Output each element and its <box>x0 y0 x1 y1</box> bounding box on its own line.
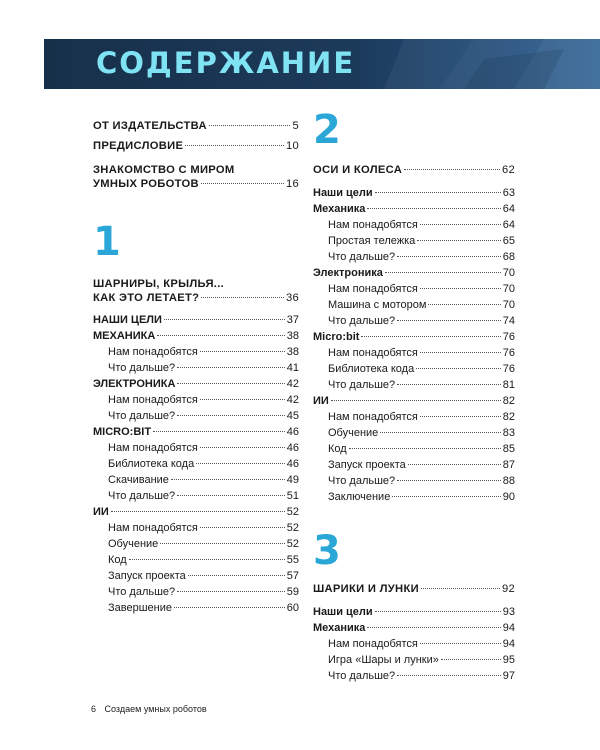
toc-item-title: Что дальше? <box>108 362 176 374</box>
toc-item-page: 82 <box>502 411 515 423</box>
toc-item-page: 95 <box>502 654 515 666</box>
leader-dots <box>397 480 501 481</box>
toc-item-page: 94 <box>502 622 515 634</box>
toc-item-title: ИИ <box>93 506 109 518</box>
toc-item-page: 46 <box>286 442 299 454</box>
chapter-heading[interactable] <box>93 276 299 308</box>
toc-section[interactable] <box>93 328 299 344</box>
toc-subsection[interactable] <box>93 584 299 600</box>
toc-subsection[interactable] <box>313 345 515 361</box>
toc-item-page: 70 <box>502 267 515 279</box>
toc-item-title: Нам понадобятся <box>108 394 198 406</box>
toc-entry-title-line2: УМНЫХ РОБОТОВ <box>93 178 199 190</box>
toc-section[interactable] <box>313 620 515 636</box>
leader-dots <box>177 383 284 384</box>
toc-section[interactable] <box>93 504 299 520</box>
toc-item-page: 70 <box>502 283 515 295</box>
toc-item-page: 38 <box>286 346 299 358</box>
chapter-title: ШАРИКИ И ЛУНКИ <box>313 583 419 595</box>
leader-dots <box>361 336 500 337</box>
toc-item-page: 94 <box>502 638 515 650</box>
toc-subsection[interactable] <box>93 600 299 616</box>
toc-entry-title: ОТ ИЗДАТЕЛЬСТВА <box>93 120 207 132</box>
toc-item-title: Библиотека кода <box>328 363 415 375</box>
toc-item-title: Запуск проекта <box>108 570 186 582</box>
leader-dots <box>111 511 285 512</box>
leader-dots <box>416 368 501 369</box>
toc-section[interactable] <box>313 185 515 201</box>
leader-dots <box>385 272 501 273</box>
toc-item-page: 65 <box>502 235 515 247</box>
toc-subsection[interactable] <box>313 313 515 329</box>
toc-item-title: Механика <box>313 203 366 215</box>
toc-entry-page: 10 <box>285 140 299 152</box>
leader-dots <box>441 659 501 660</box>
toc-section[interactable] <box>313 201 515 217</box>
toc-item-title: Обучение <box>108 538 159 550</box>
toc-item-title: Что дальше? <box>108 586 176 598</box>
chapter-page: 36 <box>285 292 299 304</box>
leader-dots <box>177 495 285 496</box>
leader-dots <box>349 448 501 449</box>
toc-item-title: НАШИ ЦЕЛИ <box>93 314 162 326</box>
chapter1-items <box>93 312 299 616</box>
leader-dots <box>397 675 501 676</box>
toc-item-title: Обучение <box>328 427 379 439</box>
toc-item-page: 76 <box>502 347 515 359</box>
page-footer <box>91 704 213 714</box>
toc-entry[interactable] <box>93 162 299 196</box>
chapter-number: 1 <box>93 219 121 265</box>
toc-section[interactable] <box>93 376 299 392</box>
leader-dots <box>417 240 500 241</box>
leader-dots <box>421 588 500 589</box>
toc-item-page: 74 <box>502 315 515 327</box>
toc-item-page: 76 <box>502 363 515 375</box>
leader-dots <box>153 431 285 432</box>
toc-item-page: 45 <box>286 410 299 422</box>
toc-subsection[interactable] <box>313 425 515 441</box>
toc-entry-page: 5 <box>292 120 299 132</box>
chapter-heading[interactable] <box>313 164 515 182</box>
toc-item-title: ЭЛЕКТРОНИКА <box>93 378 176 390</box>
toc-item-title: Машина с мотором <box>328 299 427 311</box>
toc-item-page: 49 <box>286 474 299 486</box>
toc-subsection[interactable] <box>313 409 515 425</box>
leader-dots <box>397 384 501 385</box>
toc-subsection[interactable] <box>313 297 515 313</box>
toc-item-title: Наши цели <box>313 187 373 199</box>
toc-subsection[interactable] <box>313 636 515 652</box>
toc-subsection[interactable] <box>313 473 515 489</box>
toc-item-page: 38 <box>286 330 299 342</box>
toc-subsection[interactable] <box>313 668 515 684</box>
leader-dots <box>375 611 501 612</box>
toc-item-title: Наши цели <box>313 606 373 618</box>
toc-entry[interactable] <box>93 120 299 138</box>
chapter3-items <box>313 604 515 684</box>
toc-item-page: 70 <box>502 299 515 311</box>
toc-item-page: 76 <box>502 331 515 343</box>
toc-entry-title: ЗНАКОМСТВО С МИРОМ <box>93 164 235 176</box>
leader-dots <box>129 559 285 560</box>
leader-dots <box>420 416 501 417</box>
leader-dots <box>201 183 284 184</box>
leader-dots <box>420 352 501 353</box>
toc-subsection[interactable] <box>313 281 515 297</box>
toc-subsection[interactable] <box>93 552 299 568</box>
toc-item-title: Нам понадобятся <box>328 219 418 231</box>
toc-item-title: Что дальше? <box>108 490 176 502</box>
toc-item-title: Завершение <box>108 602 172 614</box>
leader-dots <box>185 145 284 146</box>
toc-item-page: 90 <box>502 491 515 503</box>
toc-item-page: 59 <box>286 586 299 598</box>
toc-item-page: 81 <box>502 379 515 391</box>
toc-subsection[interactable] <box>93 392 299 408</box>
toc-item-title: Нам понадобятся <box>328 411 418 423</box>
toc-subsection[interactable] <box>313 377 515 393</box>
toc-subsection[interactable] <box>313 233 515 249</box>
leader-dots <box>404 169 500 170</box>
toc-item-title: Нам понадобятся <box>328 347 418 359</box>
toc-subsection[interactable] <box>93 472 299 488</box>
toc-item-title: Что дальше? <box>328 475 396 487</box>
toc-subsection[interactable] <box>313 457 515 473</box>
toc-item-page: 68 <box>502 251 515 263</box>
chapter-title-line2: КАК ЭТО ЛЕТАЕТ? <box>93 292 200 304</box>
toc-item-title: Что дальше? <box>108 410 176 422</box>
toc-item-page: 42 <box>286 394 299 406</box>
chapter-page: 62 <box>501 164 515 176</box>
leader-dots <box>177 367 285 368</box>
toc-item-title: Нам понадобятся <box>108 346 198 358</box>
leader-dots <box>188 575 285 576</box>
toc-item-page: 83 <box>502 427 515 439</box>
leader-dots <box>200 351 285 352</box>
toc-item-title: Скачивание <box>108 474 169 486</box>
toc-item-title: Механика <box>313 622 366 634</box>
toc-section[interactable] <box>313 604 515 620</box>
toc-item-page: 64 <box>502 219 515 231</box>
toc-item-page: 55 <box>286 554 299 566</box>
toc-item-title: Micro:bit <box>313 331 360 343</box>
leader-dots <box>209 125 291 126</box>
chapter-title: ШАРНИРЫ, КРЫЛЬЯ... <box>93 278 225 290</box>
toc-item-page: 85 <box>502 443 515 455</box>
toc-item-page: 64 <box>502 203 515 215</box>
toc-item-title: Простая тележка <box>328 235 416 247</box>
chapter-number: 2 <box>313 107 341 153</box>
leader-dots <box>200 399 285 400</box>
footer-page-number: 6 <box>91 704 97 714</box>
leader-dots <box>380 432 500 433</box>
leader-dots <box>397 320 501 321</box>
toc-subsection[interactable] <box>93 456 299 472</box>
toc-section[interactable] <box>93 424 299 440</box>
leader-dots <box>177 415 285 416</box>
toc-item-page: 37 <box>286 314 299 326</box>
toc-subsection[interactable] <box>93 344 299 360</box>
leader-dots <box>392 496 500 497</box>
toc-item-title: Электроника <box>313 267 383 279</box>
toc-item-page: 93 <box>502 606 515 618</box>
leader-dots <box>397 256 501 257</box>
toc-section[interactable] <box>313 265 515 281</box>
toc-subsection[interactable] <box>313 249 515 265</box>
leader-dots <box>375 192 501 193</box>
toc-entry-title: ПРЕДИСЛОВИЕ <box>93 140 184 152</box>
toc-subsection[interactable] <box>93 568 299 584</box>
toc-item-title: Нам понадобятся <box>108 522 198 534</box>
leader-dots <box>157 335 284 336</box>
toc-subsection[interactable] <box>93 408 299 424</box>
toc-item-page: 82 <box>502 395 515 407</box>
header-banner <box>44 39 600 89</box>
leader-dots <box>200 527 285 528</box>
toc-item-page: 51 <box>286 490 299 502</box>
toc-entry-page: 16 <box>285 178 299 190</box>
leader-dots <box>428 304 500 305</box>
toc-subsection[interactable] <box>93 488 299 504</box>
toc-item-title: MICRO:BIT <box>93 426 152 438</box>
leader-dots <box>200 447 285 448</box>
toc-item-page: 63 <box>502 187 515 199</box>
leader-dots <box>196 463 285 464</box>
leader-dots <box>171 479 285 480</box>
left-column <box>93 120 299 616</box>
toc-item-page: 41 <box>286 362 299 374</box>
toc-item-title: Код <box>108 554 127 566</box>
toc-item-page: 97 <box>502 670 515 682</box>
toc-item-page: 87 <box>502 459 515 471</box>
toc-item-title: Код <box>328 443 347 455</box>
toc-subsection[interactable] <box>313 217 515 233</box>
chapter-title: ОСИ И КОЛЕСА <box>313 164 403 176</box>
toc-item-page: 42 <box>286 378 299 390</box>
toc-item-title: Нам понадобятся <box>328 638 418 650</box>
toc-subsection[interactable] <box>313 361 515 377</box>
toc-subsection[interactable] <box>313 489 515 505</box>
toc-item-title: МЕХАНИКА <box>93 330 156 342</box>
toc-item-page: 52 <box>286 538 299 550</box>
toc-item-page: 52 <box>286 522 299 534</box>
toc-item-page: 60 <box>286 602 299 614</box>
toc-subsection[interactable] <box>313 441 515 457</box>
leader-dots <box>367 208 500 209</box>
leader-dots <box>160 543 284 544</box>
right-column <box>313 107 515 684</box>
toc-subsection[interactable] <box>93 536 299 552</box>
leader-dots <box>408 464 501 465</box>
toc-section[interactable] <box>313 393 515 409</box>
leader-dots <box>367 627 500 628</box>
leader-dots <box>420 224 501 225</box>
toc-item-title: Нам понадобятся <box>328 283 418 295</box>
toc-item-title: Библиотека кода <box>108 458 195 470</box>
toc-item-title: Нам понадобятся <box>108 442 198 454</box>
toc-section[interactable] <box>313 329 515 345</box>
toc-subsection[interactable] <box>93 440 299 456</box>
toc-item-title: Что дальше? <box>328 379 396 391</box>
page-title: СОДЕРЖАНИЕ <box>96 46 356 80</box>
toc-item-page: 52 <box>286 506 299 518</box>
toc-item-title: Что дальше? <box>328 251 396 263</box>
toc-subsection[interactable] <box>313 652 515 668</box>
leader-dots <box>420 643 501 644</box>
toc-item-title: Запуск проекта <box>328 459 406 471</box>
toc-item-page: 57 <box>286 570 299 582</box>
toc-item-title: ИИ <box>313 395 329 407</box>
chapter2-items <box>313 185 515 505</box>
leader-dots <box>177 591 285 592</box>
toc-item-page: 88 <box>502 475 515 487</box>
chapter-number: 3 <box>313 528 341 574</box>
toc-entry[interactable] <box>93 140 299 158</box>
leader-dots <box>201 297 284 298</box>
chapter-page: 92 <box>501 583 515 595</box>
toc-item-title: Заключение <box>328 491 391 503</box>
toc-subsection[interactable] <box>93 360 299 376</box>
toc-item-page: 46 <box>286 458 299 470</box>
leader-dots <box>331 400 501 401</box>
toc-item-title: Что дальше? <box>328 315 396 327</box>
leader-dots <box>174 607 285 608</box>
toc-section[interactable] <box>93 312 299 328</box>
toc-item-page: 46 <box>286 426 299 438</box>
leader-dots <box>420 288 501 289</box>
chapter-heading[interactable] <box>313 583 515 601</box>
footer-book-title: Создаем умных роботов <box>104 704 207 714</box>
toc-subsection[interactable] <box>93 520 299 536</box>
toc-item-title: Игра «Шары и лунки» <box>328 654 439 666</box>
leader-dots <box>164 319 285 320</box>
toc-item-title: Что дальше? <box>328 670 396 682</box>
